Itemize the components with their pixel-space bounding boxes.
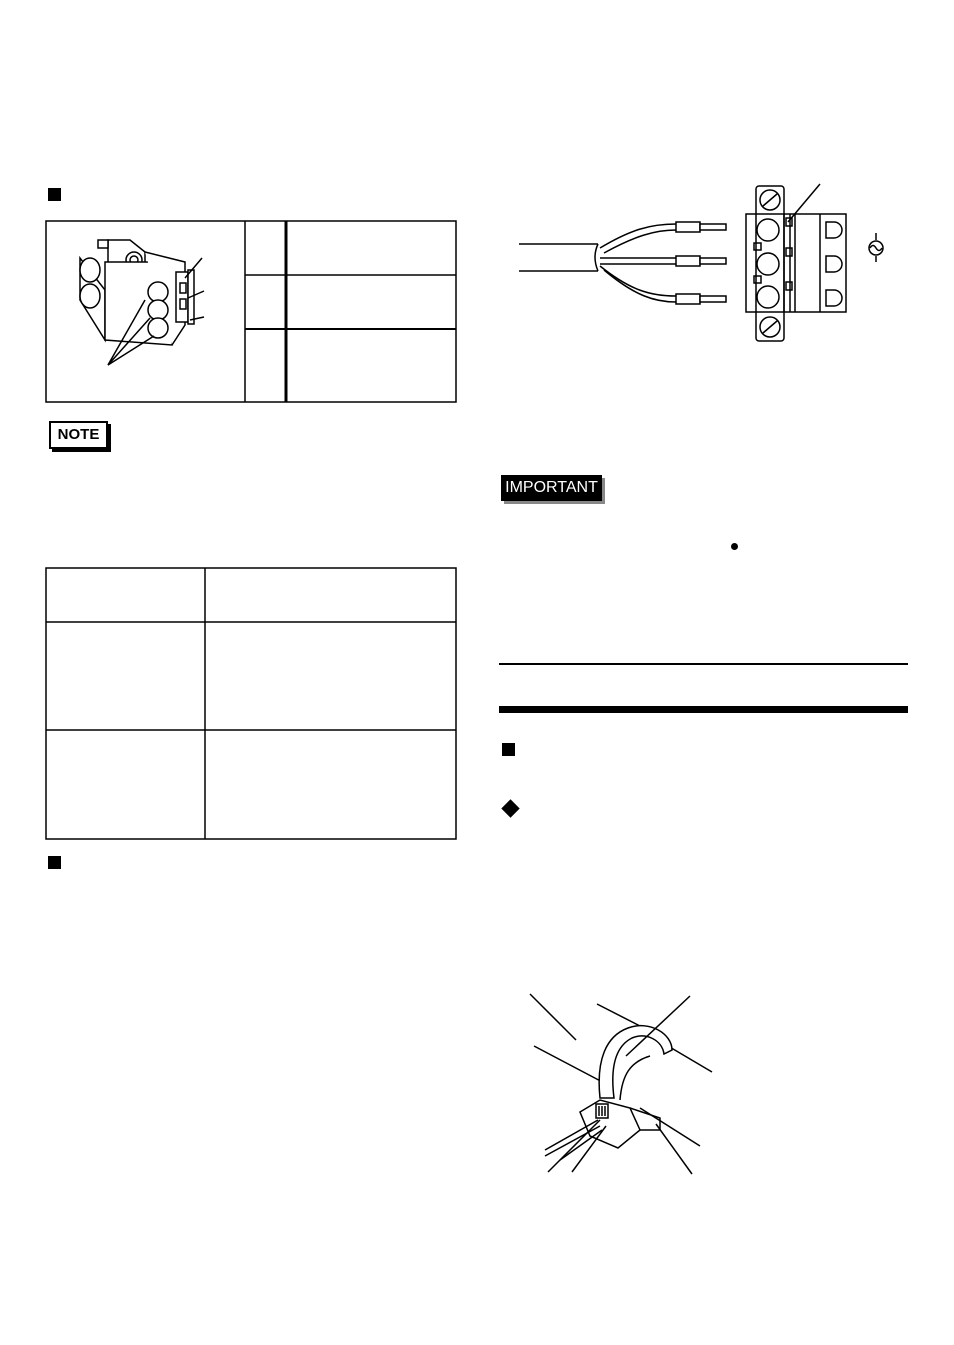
important-badge: IMPORTANT — [501, 475, 602, 501]
note-badge: NOTE — [49, 421, 108, 449]
